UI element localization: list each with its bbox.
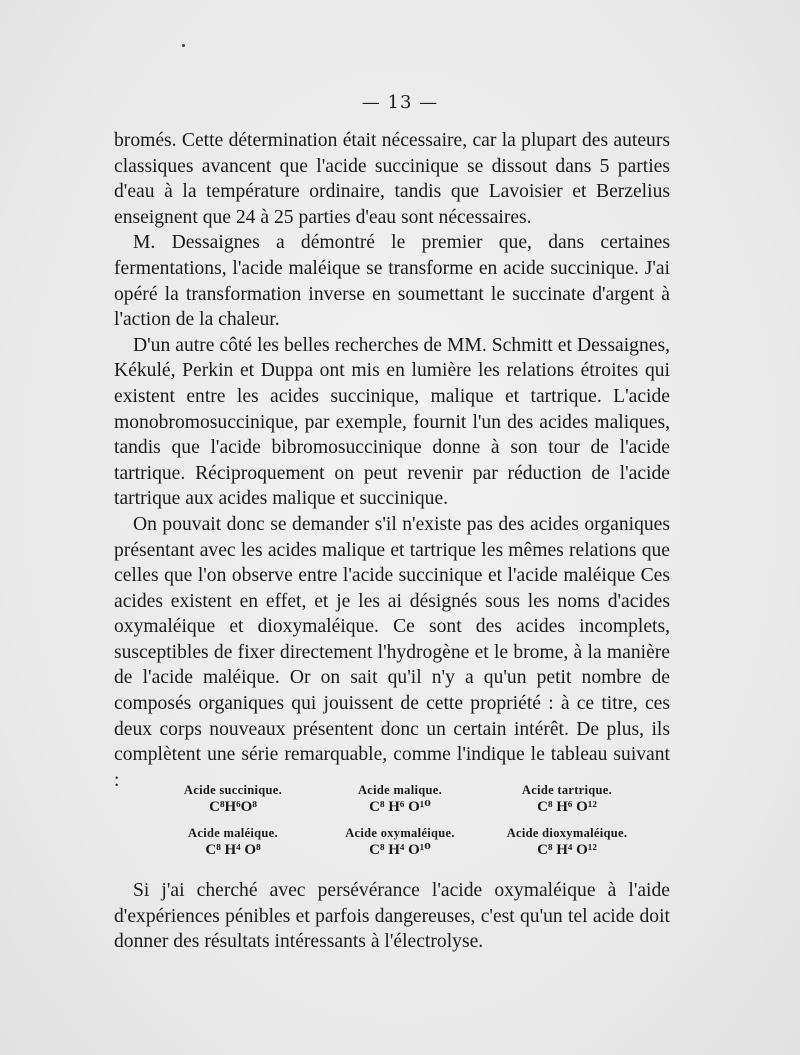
table-cell [150, 825, 316, 860]
body-text [114, 128, 670, 793]
acid-table [150, 782, 650, 868]
acid-formula: C⁸ H⁴ O⁸ [205, 842, 261, 858]
paragraph-4: On pouvait donc se demander s'il n'existe pas des acides organiques présentant avec les acides malique et tartrique les mêmes relations que celles que l'on observe entre l'acide succinique et l'acide maléique Ces acides existent en effet, et je les ai désignés sous les noms d'acides oxymaléique et dioxymaléique. Ce sont des acides incomplets, susceptibles de fixer directement l'hydrogène et le brome, à la manière de l'acide maléique. Or on sait qu'il n'y a qu'un petit nombre de composés organiques qui jouissent de cette propriété : à ce titre, ces deux corps nouveaux présentent donc un certain intérêt. De plus, ils complètent une série remarquable, comme l'indique le tableau suivant : [114, 513, 670, 791]
ink-speck [182, 44, 185, 47]
acid-name: Acide malique. [357, 783, 443, 797]
table-row [150, 782, 650, 817]
acid-formula: C⁸ H⁴ O¹⁰ [369, 842, 431, 858]
acid-formula: C⁸ H⁶ O¹⁰ [369, 799, 431, 815]
paragraph-2: M. Dessaignes a démontré le premier que, dans certaines fermentations, l'acide maléique se transforme en acide succinique. J'ai opéré la transformation inverse en soumettant le succinate d'argent à l'action de la chaleur. [114, 232, 670, 331]
table-cell [484, 825, 650, 860]
table-cell [317, 825, 483, 860]
final-text [114, 878, 670, 955]
table-cell [150, 782, 316, 817]
acid-name: Acide succinique. [183, 783, 283, 797]
acid-name: Acide tartrique. [521, 783, 613, 797]
paragraph-5: Si j'ai cherché avec persévérance l'acide oxymaléique à l'aide d'expériences pénibles et parfois dangereuses, c'est qu'un tel acide doit donner des résultats intéressants à l'électrolyse. [114, 880, 670, 953]
paragraph-1: bromés. Cette détermination était nécessaire, car la plupart des auteurs classiques avancent que l'acide succinique se dissout dans 5 parties d'eau à la température ordinaire, tandis que Lavoisier et Berzelius enseignent que 24 à 25 parties d'eau sont nécessaires. [114, 130, 670, 228]
paragraph-3: D'un autre côté les belles recherches de MM. Schmitt et Dessaignes, Kékulé, Perkin et Duppa ont mis en lumière les relations étroites qui existent entre les acides succinique, malique et tartrique. L'acide monobromosuccinique, par exemple, fournit l'un des acides maliques, tandis que l'acide bibromosuccinique donne à son tour de l'acide tartrique. Réciproquement on peut revenir par réduction de l'acide tartrique aux acides malique et succinique. [114, 334, 670, 510]
table-cell [484, 782, 650, 817]
acid-formula: C⁸ H⁴ O¹² [537, 842, 597, 858]
acid-name: Acide maléique. [188, 826, 278, 840]
page-number: — 13 — [361, 92, 439, 113]
table-cell [317, 782, 483, 817]
table-row [150, 825, 650, 860]
acid-name: Acide oxymaléique. [345, 826, 455, 840]
acid-formula: C⁸H⁶O⁸ [209, 799, 257, 815]
acid-formula: C⁸ H⁶ O¹² [537, 799, 597, 815]
acid-name: Acide dioxymaléique. [506, 826, 628, 840]
